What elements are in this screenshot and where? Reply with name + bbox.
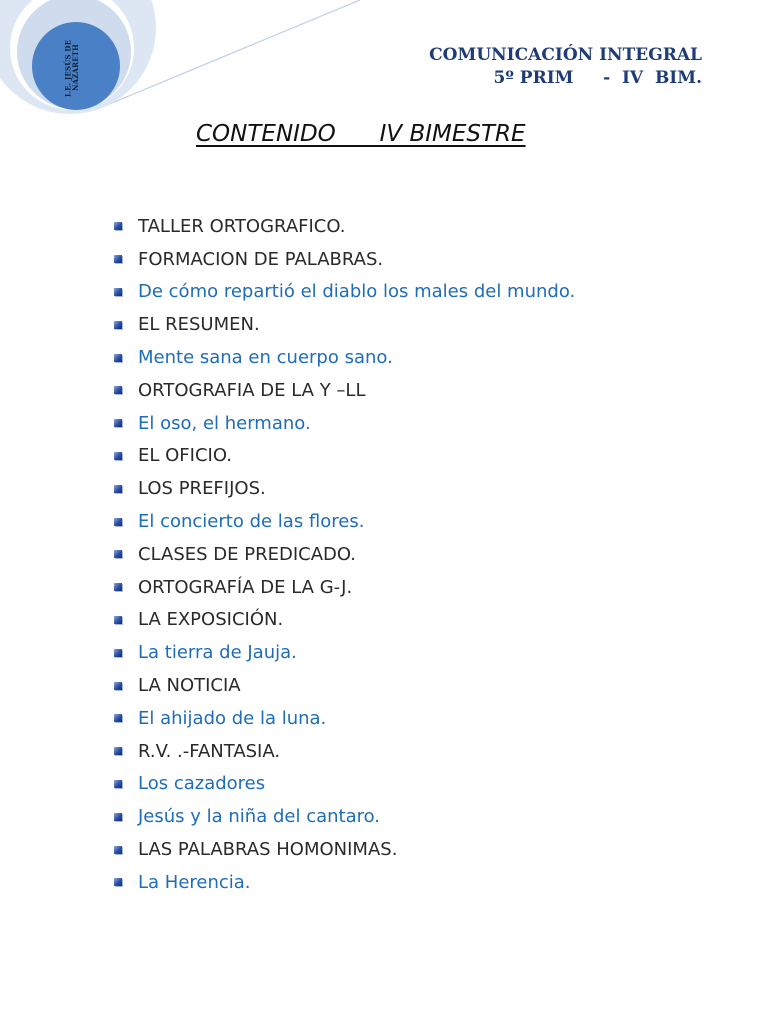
list-item	[114, 800, 575, 833]
topic-label: LOS PREFIJOS.	[138, 478, 266, 500]
topic-label: TALLER ORTOGRAFICO.	[138, 215, 346, 237]
bullet-icon	[114, 616, 122, 624]
topic-label: R.V. .-FANTASIA.	[138, 740, 281, 762]
document-header	[429, 44, 702, 90]
bullet-icon	[114, 583, 122, 591]
list-item	[114, 702, 575, 735]
topic-label: ORTOGRAFIA DE LA Y –LL	[138, 379, 366, 401]
list-item	[114, 636, 575, 669]
bullet-icon	[114, 288, 122, 296]
topic-label: LA EXPOSICIÓN.	[138, 609, 284, 631]
bullet-icon	[114, 452, 122, 460]
topic-label: CLASES DE PREDICADO.	[138, 543, 357, 565]
list-item	[114, 505, 575, 538]
bullet-icon	[114, 321, 122, 329]
list-item	[114, 341, 575, 374]
list-item	[114, 407, 575, 440]
page-title: CONTENIDO IV BIMESTRE	[196, 121, 526, 147]
bullet-icon	[114, 255, 122, 263]
topic-label: LA NOTICIA	[138, 675, 241, 697]
list-item	[114, 374, 575, 407]
topic-label: LAS PALABRAS HOMONIMAS.	[138, 839, 398, 861]
bullet-icon	[114, 419, 122, 427]
list-item	[114, 833, 575, 866]
list-item	[114, 308, 575, 341]
course-title: COMUNICACIÓN INTEGRAL	[429, 45, 702, 65]
bullet-icon	[114, 714, 122, 722]
bullet-icon	[114, 485, 122, 493]
topic-label: El ahijado de la luna.	[138, 707, 327, 729]
topic-label: El concierto de las flores.	[138, 511, 365, 533]
list-item	[114, 276, 575, 309]
bullet-icon	[114, 682, 122, 690]
topic-list	[114, 210, 575, 899]
bullet-icon	[114, 386, 122, 394]
bullet-icon	[114, 550, 122, 558]
list-item	[114, 669, 575, 702]
bullet-icon	[114, 780, 122, 788]
list-item	[114, 538, 575, 571]
list-item	[114, 472, 575, 505]
bullet-icon	[114, 649, 122, 657]
bullet-icon	[114, 518, 122, 526]
school-logo-text: I.E. JESÚS DE NAZARETH	[63, 39, 80, 97]
topic-label: FORMACION DE PALABRAS.	[138, 248, 384, 270]
bullet-icon	[114, 222, 122, 230]
list-item	[114, 735, 575, 768]
list-item	[114, 210, 575, 243]
list-item	[114, 243, 575, 276]
bullet-icon	[114, 878, 122, 886]
list-item	[114, 604, 575, 637]
topic-label: El oso, el hermano.	[138, 412, 311, 434]
list-item	[114, 571, 575, 604]
grade-period: 5º PRIM - IV BIM.	[493, 68, 702, 88]
bullet-icon	[114, 354, 122, 362]
topic-label: La tierra de Jauja.	[138, 642, 297, 664]
topic-label: Los cazadores	[138, 773, 266, 795]
bullet-icon	[114, 846, 122, 854]
list-item	[114, 440, 575, 473]
topic-label: Jesús y la niña del cantaro.	[138, 806, 381, 828]
topic-label: EL OFICIO.	[138, 445, 232, 467]
corner-decoration	[0, 0, 360, 140]
topic-label: De cómo repartió el diablo los males del mundo.	[138, 281, 576, 303]
list-item	[114, 768, 575, 801]
topic-label: Mente sana en cuerpo sano.	[138, 347, 393, 369]
bullet-icon	[114, 747, 122, 755]
bullet-icon	[114, 813, 122, 821]
topic-label: La Herencia.	[138, 871, 251, 893]
list-item	[114, 866, 575, 899]
topic-label: EL RESUMEN.	[138, 314, 260, 336]
topic-label: ORTOGRAFÍA DE LA G-J.	[138, 576, 353, 598]
